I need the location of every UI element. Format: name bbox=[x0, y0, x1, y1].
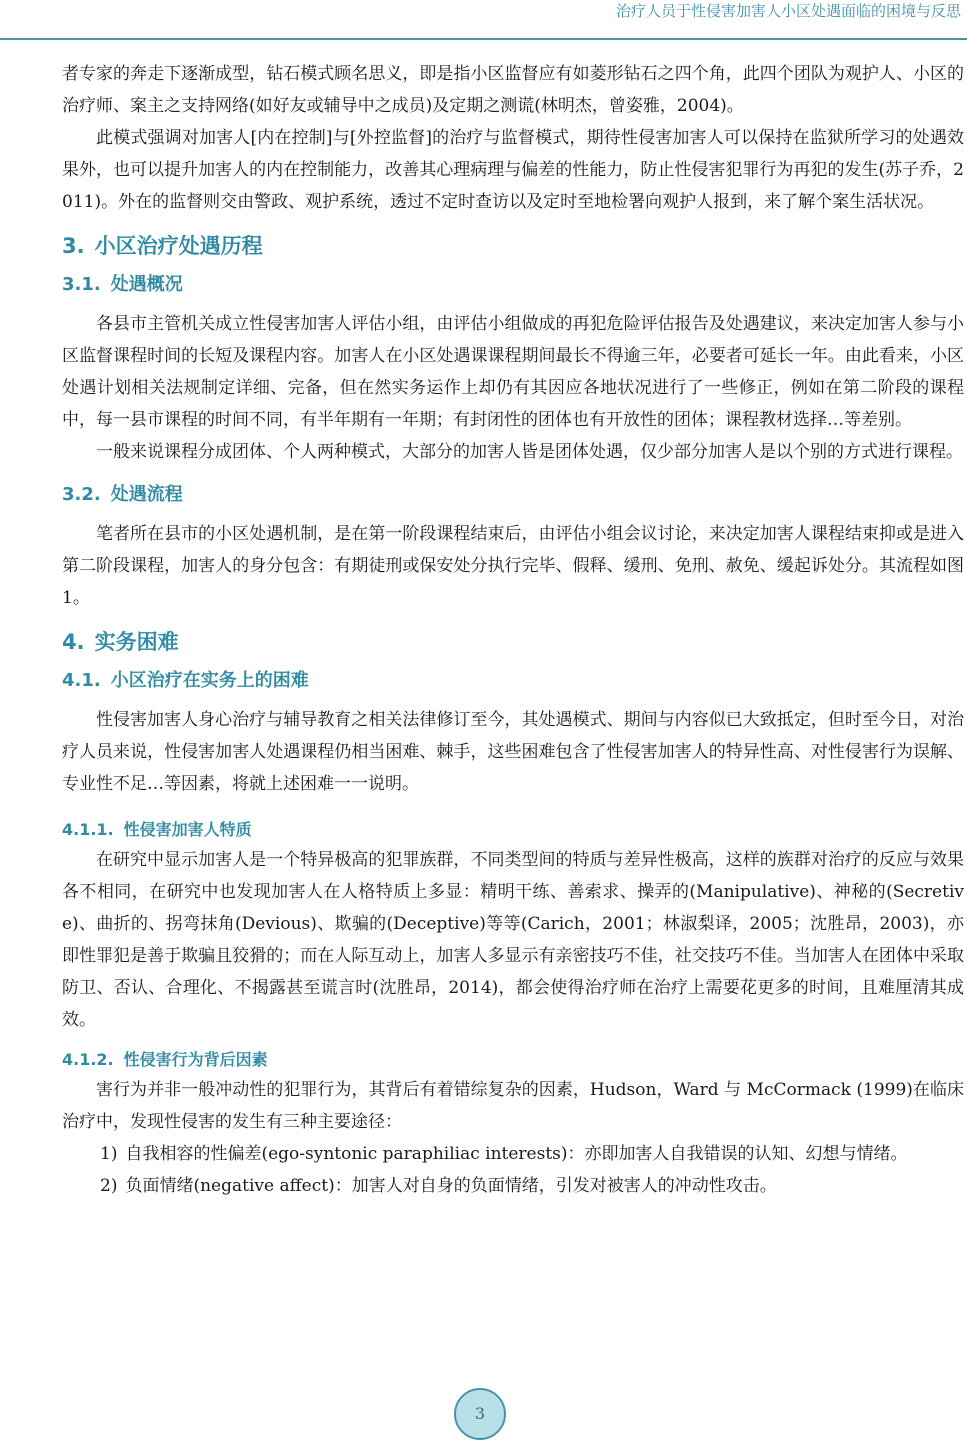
numbered-list bbox=[62, 1138, 964, 1202]
paragraph: 各县市主管机关成立性侵害加害人评估小组，由评估小组做成的再犯危险评估报告及处遇建议，来决定加害人参与小区监督课程时间的长短及课程内容。加害人在小区处遇课课程期间最长不得逾三年，必要者可延长一年。由此看来，小区处遇计划相关法规制定详细、完备，但在然实务运作上却仍有其因应各地状况进行了一些修正，例如在第二阶段的课程中，每一县市课程的时间不同，有半年期有一年期；有封闭性的团体也有开放性的团体；课程教材选择…等差别。 bbox=[62, 314, 964, 430]
header-rule bbox=[0, 38, 967, 40]
paragraph: 性侵害加害人身心治疗与辅导教育之相关法律修订至今，其处遇模式、期间与内容似已大致抵定，但时至今日，对治疗人员来说，性侵害加害人处遇课程仍相当困难、棘手，这些困难包含了性侵害加害人的特异性高、对性侵害行为误解、专业性不足…等因素，将就上述困难一一说明。 bbox=[62, 710, 964, 794]
section-number: 3. bbox=[62, 234, 85, 258]
section-title: 小区治疗处遇历程 bbox=[94, 234, 263, 258]
page-number-badge: 3 bbox=[454, 1388, 506, 1440]
subsection-title: 小区治疗在实务上的困难 bbox=[110, 670, 309, 691]
subsubsection-heading bbox=[62, 1048, 964, 1072]
subsection-title: 处遇流程 bbox=[110, 484, 183, 505]
section-heading bbox=[62, 232, 964, 260]
list-item bbox=[62, 1170, 964, 1202]
section-heading bbox=[62, 628, 964, 656]
subsection-heading bbox=[62, 482, 964, 508]
paragraph: 害行为并非一般冲动性的犯罪行为，其背后有着错综复杂的因素，Hudson，Ward 与 McCormack (1999)在临床治疗中，发现性侵害的发生有三种主要途径： bbox=[62, 1080, 964, 1132]
subsubsection-title: 性侵害加害人特质 bbox=[123, 820, 252, 839]
paragraph: 一般来说课程分成团体、个人两种模式，大部分的加害人皆是团体处遇，仅少部分加害人是以个别的方式进行课程。 bbox=[96, 442, 963, 462]
subsection-number: 3.2. bbox=[62, 484, 101, 505]
subsubsection-number: 4.1.1. bbox=[62, 820, 114, 839]
subsection-heading bbox=[62, 668, 964, 694]
list-item-text: 自我相容的性偏差(ego-syntonic paraphiliac interests)：亦即加害人自我错误的认知、幻想与情绪。 bbox=[125, 1144, 908, 1164]
subsection-number: 3.1. bbox=[62, 274, 101, 295]
subsubsection-number: 4.1.2. bbox=[62, 1050, 114, 1069]
page-body bbox=[62, 58, 964, 1202]
subsubsection-heading bbox=[62, 818, 964, 842]
list-marker: 1) bbox=[100, 1144, 118, 1164]
paragraph: 笔者所在县市的小区处遇机制，是在第一阶段课程结束后，由评估小组会议讨论，来决定加害人课程结束抑或是进入第二阶段课程，加害人的身分包含：有期徒刑或保安处分执行完毕、假释、缓刑、免刑、赦免、缓起诉处分。其流程如图 1。 bbox=[62, 524, 964, 608]
subsection-number: 4.1. bbox=[62, 670, 101, 691]
subsubsection-title: 性侵害行为背后因素 bbox=[123, 1050, 268, 1069]
section-title: 实务困难 bbox=[94, 630, 179, 654]
paragraph: 此模式强调对加害人[内在控制]与[外控监督]的治疗与监督模式，期待性侵害加害人可以保持在监狱所学习的处遇效果外，也可以提升加害人的内在控制能力，改善其心理病理与偏差的性能力，防止性侵害犯罪行为再犯的发生(苏子乔，2011)。外在的监督则交由警政、观护系统，透过不定时查访以及定时至地检署向观护人报到，来了解个案生活状况。 bbox=[62, 128, 964, 212]
subsection-heading bbox=[62, 272, 964, 298]
section-number: 4. bbox=[62, 630, 85, 654]
subsection-title: 处遇概况 bbox=[110, 274, 183, 295]
running-header: 治疗人员于性侵害加害人小区处遇面临的困境与反思 bbox=[615, 2, 961, 20]
paragraph: 在研究中显示加害人是一个特异极高的犯罪族群，不同类型间的特质与差异性极高，这样的族群对治疗的反应与效果各不相同，在研究中也发现加害人在人格特质上多显：精明干练、善索求、操弄的(Manipulative)、神秘的(Secretive)、曲折的、拐弯抹角(Devious)、欺骗的(Deceptive)等等(Carich，2001；林淑梨译，2005；沈胜昂，2003)，亦即性罪犯是善于欺骗且狡猾的；而在人际互动上，加害人多显示有亲密技巧不佳，社交技巧不佳。当加害人在团体中采取防卫、否认、合理化、不揭露甚至谎言时(沈胜昂，2014)，都会使得治疗师在治疗上需要花更多的时间，且难厘清其成效。 bbox=[62, 850, 964, 1030]
list-marker: 2) bbox=[100, 1176, 118, 1196]
list-item-text: 负面情绪(negative affect)：加害人对自身的负面情绪，引发对被害人的冲动性攻击。 bbox=[125, 1176, 777, 1196]
paragraph: 者专家的奔走下逐渐成型，钻石模式顾名思义，即是指小区监督应有如菱形钻石之四个角，此四个团队为观护人、小区的治疗师、案主之支持网络(如好友或辅导中之成员)及定期之测谎(林明杰，曾姿雅，2004)。 bbox=[62, 64, 964, 116]
list-item bbox=[62, 1138, 964, 1170]
